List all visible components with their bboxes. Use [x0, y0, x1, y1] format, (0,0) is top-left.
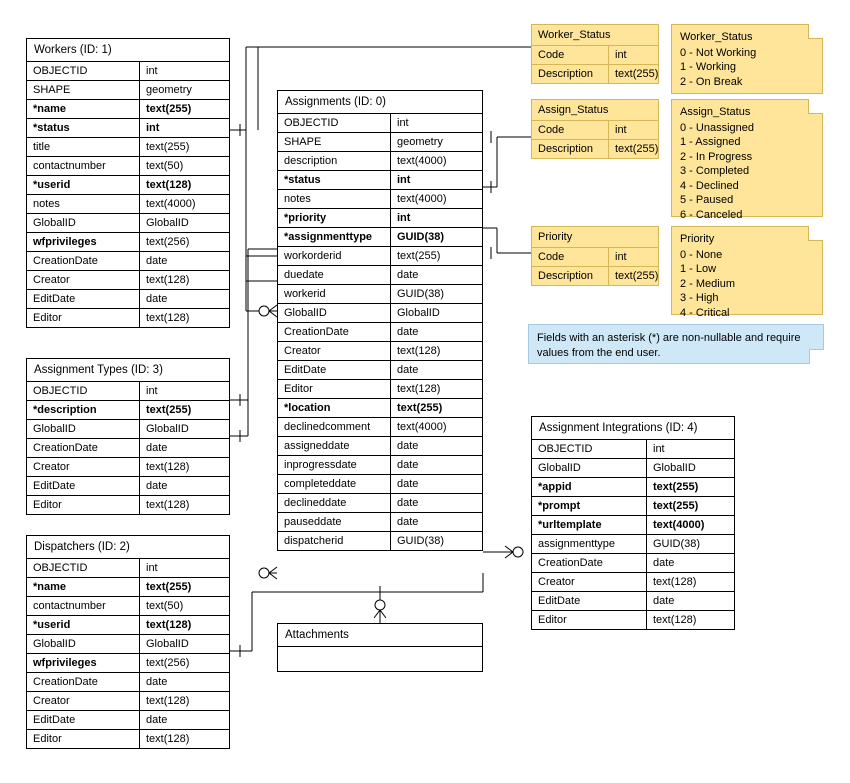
- table-row[interactable]: [532, 516, 734, 535]
- field-name: *description: [27, 401, 140, 420]
- field-type: date: [140, 439, 230, 458]
- field-type: date: [140, 477, 230, 496]
- table-row[interactable]: [532, 497, 734, 516]
- field-type: date: [391, 456, 483, 475]
- note-title: Worker_Status: [680, 31, 753, 43]
- field-type: text(255): [140, 578, 230, 597]
- field-type: text(128): [391, 380, 483, 399]
- table-row[interactable]: [278, 228, 482, 247]
- field-name: Editor: [27, 309, 140, 328]
- table-row[interactable]: [27, 401, 229, 420]
- note-line: 1 - Working: [680, 61, 737, 73]
- field-type: date: [140, 711, 230, 730]
- table-row[interactable]: [532, 573, 734, 592]
- entity-assignments[interactable]: [277, 90, 483, 551]
- field-name: CreationDate: [27, 252, 140, 271]
- table-row[interactable]: [27, 233, 229, 252]
- note-line: 2 - Medium: [680, 277, 736, 290]
- field-name: Description: [532, 140, 609, 159]
- folded-corner-icon: [808, 226, 823, 241]
- lookup-assign-status-title: Assign_Status: [532, 100, 658, 121]
- field-type: geometry: [140, 81, 230, 100]
- field-name: SHAPE: [27, 81, 140, 100]
- table-row[interactable]: [27, 290, 229, 309]
- table-row[interactable]: [532, 554, 734, 573]
- field-name: CreationDate: [278, 323, 391, 342]
- table-row[interactable]: [27, 81, 229, 100]
- field-name: *userid: [27, 616, 140, 635]
- field-type: text(255): [140, 138, 230, 157]
- field-type: text(4000): [647, 516, 735, 535]
- table-row[interactable]: [27, 100, 229, 119]
- note-line: 0 - Unassigned: [680, 121, 754, 134]
- note-title: Assign_Status: [680, 106, 751, 118]
- field-type: GlobalID: [140, 635, 230, 654]
- field-name: Description: [532, 267, 609, 286]
- field-name: *prompt: [532, 497, 647, 516]
- table-row[interactable]: [27, 616, 229, 635]
- table-row[interactable]: [278, 247, 482, 266]
- field-name: *userid: [27, 176, 140, 195]
- table-row[interactable]: [532, 535, 734, 554]
- table-row[interactable]: [27, 420, 229, 439]
- field-type: text(255): [647, 478, 735, 497]
- field-type: text(128): [647, 611, 735, 630]
- table-row[interactable]: [278, 361, 482, 380]
- field-type: date: [647, 554, 735, 573]
- field-type: GUID(38): [391, 228, 483, 247]
- entity-attachments[interactable]: [277, 623, 483, 672]
- field-name: EditDate: [27, 290, 140, 309]
- field-type: date: [391, 266, 483, 285]
- note-line: 3 - High: [680, 292, 719, 304]
- field-name: workerid: [278, 285, 391, 304]
- table-row[interactable]: [278, 209, 482, 228]
- table-row[interactable]: [27, 654, 229, 673]
- entity-dispatchers-title: Dispatchers (ID: 2): [27, 536, 229, 559]
- field-name: OBJECTID: [27, 62, 140, 81]
- field-type: int: [146, 65, 158, 77]
- field-name: Editor: [27, 730, 140, 749]
- field-name: Creator: [27, 271, 140, 290]
- field-type: date: [647, 592, 735, 611]
- field-name: CreationDate: [27, 673, 140, 692]
- field-name: description: [278, 152, 391, 171]
- field-type: text(128): [647, 573, 735, 592]
- field-type: text(255): [609, 65, 659, 84]
- table-row[interactable]: [27, 578, 229, 597]
- field-name: EditDate: [27, 711, 140, 730]
- table-row[interactable]: [27, 309, 229, 328]
- field-name: dispatcherid: [278, 532, 391, 551]
- note-line: 2 - In Progress: [680, 150, 753, 163]
- field-name: CreationDate: [27, 439, 140, 458]
- field-type: date: [391, 513, 483, 532]
- note-worker-status: [671, 24, 823, 94]
- field-name: GlobalID: [27, 214, 140, 233]
- field-name: Editor: [532, 611, 647, 630]
- field-name: *priority: [278, 209, 391, 228]
- table-row[interactable]: [278, 285, 482, 304]
- table-row[interactable]: [278, 437, 482, 456]
- field-name: GlobalID: [532, 459, 647, 478]
- field-name: EditDate: [532, 592, 647, 611]
- field-type: text(255): [647, 497, 735, 516]
- table-row[interactable]: [532, 611, 734, 630]
- entity-assignment-types[interactable]: [26, 358, 230, 515]
- field-type: int: [146, 562, 158, 574]
- field-type: text(128): [140, 458, 230, 477]
- note-title: Priority: [680, 233, 715, 245]
- table-row[interactable]: [532, 248, 658, 267]
- field-name: completeddate: [278, 475, 391, 494]
- note-line: 3 - Completed: [680, 165, 750, 177]
- table-row[interactable]: [27, 119, 229, 138]
- field-type: text(255): [391, 247, 483, 266]
- folded-corner-icon: [809, 349, 824, 364]
- table-row[interactable]: [278, 418, 482, 437]
- table-row[interactable]: [27, 195, 229, 214]
- table-row[interactable]: [27, 176, 229, 195]
- table-row[interactable]: [27, 597, 229, 616]
- lookup-priority[interactable]: [531, 226, 659, 286]
- field-name: EditDate: [278, 361, 391, 380]
- entity-attachments-fields: [278, 647, 482, 671]
- field-name: Code: [532, 46, 609, 65]
- note-line: 0 - Not Working: [680, 46, 757, 59]
- field-type: GlobalID: [391, 304, 483, 323]
- field-name: Creator: [278, 342, 391, 361]
- field-type: text(256): [140, 233, 230, 252]
- table-row[interactable]: [278, 532, 482, 551]
- field-type: date: [391, 323, 483, 342]
- note-line: 2 - On Break: [680, 75, 743, 88]
- entity-assignment-types-fields: [27, 382, 229, 514]
- note-text: Fields with an asterisk (*) are non-nullable and require values from the end user.: [537, 332, 801, 359]
- field-type: text(255): [140, 100, 230, 119]
- field-name: *location: [278, 399, 391, 418]
- field-type: text(256): [140, 654, 230, 673]
- entity-assignment-integrations-fields: [532, 440, 734, 629]
- field-name: *name: [27, 578, 140, 597]
- table-row[interactable]: [532, 459, 734, 478]
- table-row[interactable]: [278, 304, 482, 323]
- folded-corner-icon: [808, 24, 823, 39]
- field-type: int: [653, 443, 665, 455]
- field-name: GlobalID: [27, 420, 140, 439]
- field-type: date: [391, 361, 483, 380]
- table-row[interactable]: [278, 342, 482, 361]
- field-name: GlobalID: [278, 304, 391, 323]
- entity-assignment-integrations[interactable]: [531, 416, 735, 630]
- field-type: GUID(38): [647, 535, 735, 554]
- table-row[interactable]: [278, 380, 482, 399]
- field-type: text(4000): [140, 195, 230, 214]
- table-row[interactable]: [27, 62, 229, 81]
- table-row[interactable]: [532, 267, 658, 286]
- table-row[interactable]: [532, 478, 734, 497]
- table-row[interactable]: [532, 65, 658, 84]
- field-name: *name: [27, 100, 140, 119]
- field-name: Code: [532, 248, 609, 267]
- field-type: int: [615, 49, 627, 61]
- field-type: text(128): [140, 176, 230, 195]
- entity-assignments-title: Assignments (ID: 0): [278, 91, 482, 114]
- table-row[interactable]: [27, 730, 229, 749]
- field-type: date: [391, 475, 483, 494]
- field-name: *appid: [532, 478, 647, 497]
- table-row[interactable]: [532, 440, 734, 459]
- field-name: *status: [27, 119, 140, 138]
- field-name: *urltemplate: [532, 516, 647, 535]
- table-row[interactable]: [27, 157, 229, 176]
- field-name: wfprivileges: [27, 233, 140, 252]
- table-row[interactable]: [278, 456, 482, 475]
- field-type: GlobalID: [140, 420, 230, 439]
- field-name: Editor: [27, 496, 140, 515]
- field-type: date: [140, 673, 230, 692]
- field-name: contactnumber: [27, 157, 140, 176]
- note-line: 0 - None: [680, 248, 723, 261]
- table-row[interactable]: [27, 711, 229, 730]
- field-type: text(4000): [391, 152, 483, 171]
- field-name: OBJECTID: [27, 382, 140, 401]
- table-row[interactable]: [532, 121, 658, 140]
- field-type: text(255): [140, 401, 230, 420]
- entity-assignment-integrations-title: Assignment Integrations (ID: 4): [532, 417, 734, 440]
- field-type: int: [146, 385, 158, 397]
- field-name: notes: [278, 190, 391, 209]
- field-type: int: [391, 209, 483, 228]
- table-row[interactable]: [278, 114, 482, 133]
- table-row[interactable]: [532, 46, 658, 65]
- entity-dispatchers-fields: [27, 559, 229, 748]
- table-row[interactable]: [27, 559, 229, 578]
- table-row[interactable]: [278, 190, 482, 209]
- entity-assignment-types-title: Assignment Types (ID: 3): [27, 359, 229, 382]
- field-name: assignmenttype: [532, 535, 647, 554]
- table-row[interactable]: [27, 252, 229, 271]
- field-type: text(128): [140, 309, 230, 328]
- field-type: date: [391, 437, 483, 456]
- entity-assignments-fields: [278, 114, 482, 550]
- table-row[interactable]: [278, 171, 482, 190]
- table-row[interactable]: [27, 477, 229, 496]
- field-name: assigneddate: [278, 437, 391, 456]
- field-name: contactnumber: [27, 597, 140, 616]
- table-row[interactable]: [532, 592, 734, 611]
- field-name: SHAPE: [278, 133, 391, 152]
- field-type: GUID(38): [391, 285, 483, 304]
- field-name: CreationDate: [532, 554, 647, 573]
- table-row[interactable]: [278, 399, 482, 418]
- note-line: 1 - Low: [680, 263, 717, 275]
- field-type: GlobalID: [140, 214, 230, 233]
- field-type: text(4000): [391, 418, 483, 437]
- field-name: OBJECTID: [532, 440, 647, 459]
- field-name: Creator: [27, 692, 140, 711]
- table-row[interactable]: [27, 214, 229, 233]
- field-type: geometry: [391, 133, 483, 152]
- note-line: 5 - Paused: [680, 194, 734, 206]
- table-row[interactable]: [278, 266, 482, 285]
- entity-workers-fields: [27, 62, 229, 327]
- table-row[interactable]: [278, 133, 482, 152]
- lookup-priority-fields: [532, 248, 658, 285]
- lookup-priority-title: Priority: [532, 227, 658, 248]
- field-type: text(128): [140, 271, 230, 290]
- field-type: text(4000): [391, 190, 483, 209]
- table-row[interactable]: [27, 635, 229, 654]
- entity-attachments-title: Attachments: [278, 624, 482, 647]
- lookup-assign-status[interactable]: [531, 99, 659, 159]
- table-row[interactable]: [278, 513, 482, 532]
- note-line: 1 - Assigned: [680, 136, 741, 148]
- field-type: date: [140, 252, 230, 271]
- field-type: text(255): [609, 140, 659, 159]
- table-row[interactable]: [278, 152, 482, 171]
- note-line: 4 - Critical: [680, 306, 730, 319]
- field-type: int: [615, 124, 627, 136]
- field-name: Description: [532, 65, 609, 84]
- field-name: Editor: [278, 380, 391, 399]
- table-row[interactable]: [278, 323, 482, 342]
- note-line: 6 - Canceled: [680, 208, 743, 221]
- field-name: wfprivileges: [27, 654, 140, 673]
- field-name: Creator: [532, 573, 647, 592]
- lookup-worker-status-fields: [532, 46, 658, 83]
- field-name: GlobalID: [27, 635, 140, 654]
- field-type: text(255): [391, 399, 483, 418]
- table-row[interactable]: [27, 458, 229, 477]
- field-name: duedate: [278, 266, 391, 285]
- field-type: int: [391, 171, 483, 190]
- note-asterisk-info: [528, 324, 824, 364]
- table-row[interactable]: [278, 647, 482, 671]
- field-type: text(128): [391, 342, 483, 361]
- field-type: text(128): [140, 730, 230, 749]
- entity-workers-title: Workers (ID: 1): [27, 39, 229, 62]
- table-row[interactable]: [27, 382, 229, 401]
- field-type: text(50): [140, 157, 230, 176]
- field-name: [278, 647, 482, 671]
- field-name: title: [27, 138, 140, 157]
- field-name: workorderid: [278, 247, 391, 266]
- field-name: declinedcomment: [278, 418, 391, 437]
- field-type: date: [391, 494, 483, 513]
- table-row[interactable]: [27, 673, 229, 692]
- table-row[interactable]: [278, 494, 482, 513]
- field-type: date: [140, 290, 230, 309]
- field-name: inprogressdate: [278, 456, 391, 475]
- table-row[interactable]: [532, 140, 658, 159]
- field-name: notes: [27, 195, 140, 214]
- folded-corner-icon: [808, 99, 823, 114]
- entity-dispatchers[interactable]: [26, 535, 230, 749]
- field-name: OBJECTID: [27, 559, 140, 578]
- field-name: OBJECTID: [278, 114, 391, 133]
- field-name: pauseddate: [278, 513, 391, 532]
- field-type: text(50): [140, 597, 230, 616]
- field-name: Code: [532, 121, 609, 140]
- table-row[interactable]: [27, 496, 229, 515]
- field-type: text(128): [140, 692, 230, 711]
- field-type: int: [615, 251, 627, 263]
- field-type: GUID(38): [391, 532, 483, 551]
- table-row[interactable]: [27, 138, 229, 157]
- note-priority: [671, 226, 823, 319]
- entity-workers[interactable]: [26, 38, 230, 328]
- field-type: text(255): [609, 267, 659, 286]
- table-row[interactable]: [27, 692, 229, 711]
- field-name: *status: [278, 171, 391, 190]
- field-type: text(128): [140, 496, 230, 515]
- field-name: declineddate: [278, 494, 391, 513]
- field-name: EditDate: [27, 477, 140, 496]
- note-assign-status: [671, 99, 823, 221]
- field-type: int: [140, 119, 230, 138]
- field-type: GlobalID: [647, 459, 735, 478]
- table-row[interactable]: [278, 475, 482, 494]
- field-type: int: [397, 117, 409, 129]
- note-line: 4 - Declined: [680, 179, 739, 192]
- lookup-worker-status-title: Worker_Status: [532, 25, 658, 46]
- field-name: Creator: [27, 458, 140, 477]
- field-name: *assignmenttype: [278, 228, 391, 247]
- lookup-worker-status[interactable]: [531, 24, 659, 84]
- table-row[interactable]: [27, 439, 229, 458]
- table-row[interactable]: [27, 271, 229, 290]
- lookup-assign-status-fields: [532, 121, 658, 158]
- field-type: text(128): [140, 616, 230, 635]
